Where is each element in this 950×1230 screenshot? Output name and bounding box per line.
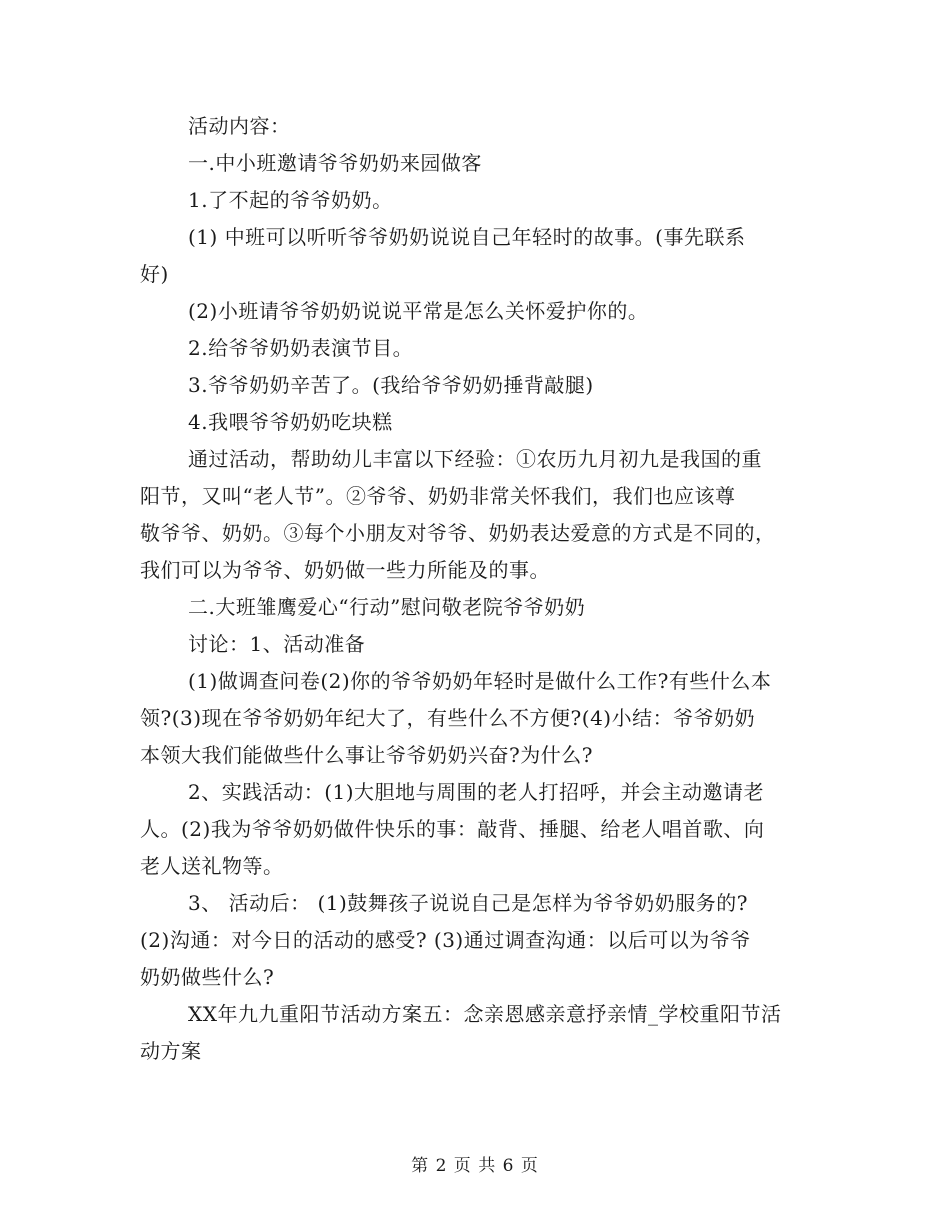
- section-heading: 一.中小班邀请爷爷奶奶来园做客: [188, 151, 482, 175]
- text-line: 通过活动，帮助幼儿丰富以下经验：①农历九月初九是我国的重: [188, 447, 762, 471]
- text-line: (2)小班请爷爷奶奶说说平常是怎么关怀爱护你的。: [188, 299, 649, 323]
- page-number-footer: 第 2 页 共 6 页: [411, 1156, 539, 1176]
- text-line: 2、实践活动：(1)大胆地与周围的老人打招呼，并会主动邀请老: [188, 780, 765, 804]
- text-line: 阳节，又叫“老人节”。②爷爷、奶奶非常关怀我们，我们也应该尊: [140, 484, 736, 508]
- text-line: 本领大我们能做些什么事让爷爷奶奶兴奋?为什么?: [140, 743, 593, 767]
- section-heading: 二.大班雏鹰爱心“行动”慰问敬老院爷爷奶奶: [188, 595, 586, 619]
- text-line: 讨论：1、活动准备: [188, 632, 366, 656]
- text-line: 奶奶做些什么?: [140, 965, 275, 989]
- text-line: (1)做调查问卷(2)你的爷爷奶奶年轻时是做什么工作?有些什么本: [188, 669, 772, 693]
- text-line: (2)沟通：对今日的活动的感受? (3)通过调查沟通：以后可以为爷爷: [140, 928, 751, 952]
- text-line: 3、 活动后： (1)鼓舞孩子说说自己是怎样为爷爷奶奶服务的?: [188, 891, 748, 915]
- text-line: 我们可以为爷爷、奶奶做一些力所能及的事。: [140, 558, 550, 582]
- text-line: 老人送礼物等。: [140, 854, 284, 878]
- text-line: 领?(3)现在爷爷奶奶年纪大了，有些什么不方便?(4)小结：爷爷奶奶: [140, 706, 756, 730]
- text-line: 人。(2)我为爷爷奶奶做件快乐的事：敲背、捶腿、给老人唱首歌、向: [140, 817, 765, 841]
- text-line: XX年九九重阳节活动方案五：念亲恩感亲意抒亲情_学校重阳节活: [188, 1002, 782, 1026]
- document-body: [140, 108, 820, 1070]
- text-line: 1.了不起的爷爷奶奶。: [188, 188, 393, 212]
- text-line: 好): [140, 262, 169, 286]
- text-line: 3.爷爷奶奶辛苦了。(我给爷爷奶奶捶背敲腿): [188, 373, 594, 397]
- text-line: 敬爷爷、奶奶。③每个小朋友对爷爷、奶奶表达爱意的方式是不同的，: [140, 521, 776, 545]
- text-line: (1) 中班可以听听爷爷奶奶说说自己年轻时的故事。(事先联系: [188, 225, 746, 249]
- text-line: 活动内容：: [188, 114, 291, 138]
- text-line: 动方案: [140, 1039, 202, 1063]
- text-line: 2.给爷爷奶奶表演节目。: [188, 336, 414, 360]
- text-line: 4.我喂爷爷奶奶吃块糕: [188, 410, 393, 434]
